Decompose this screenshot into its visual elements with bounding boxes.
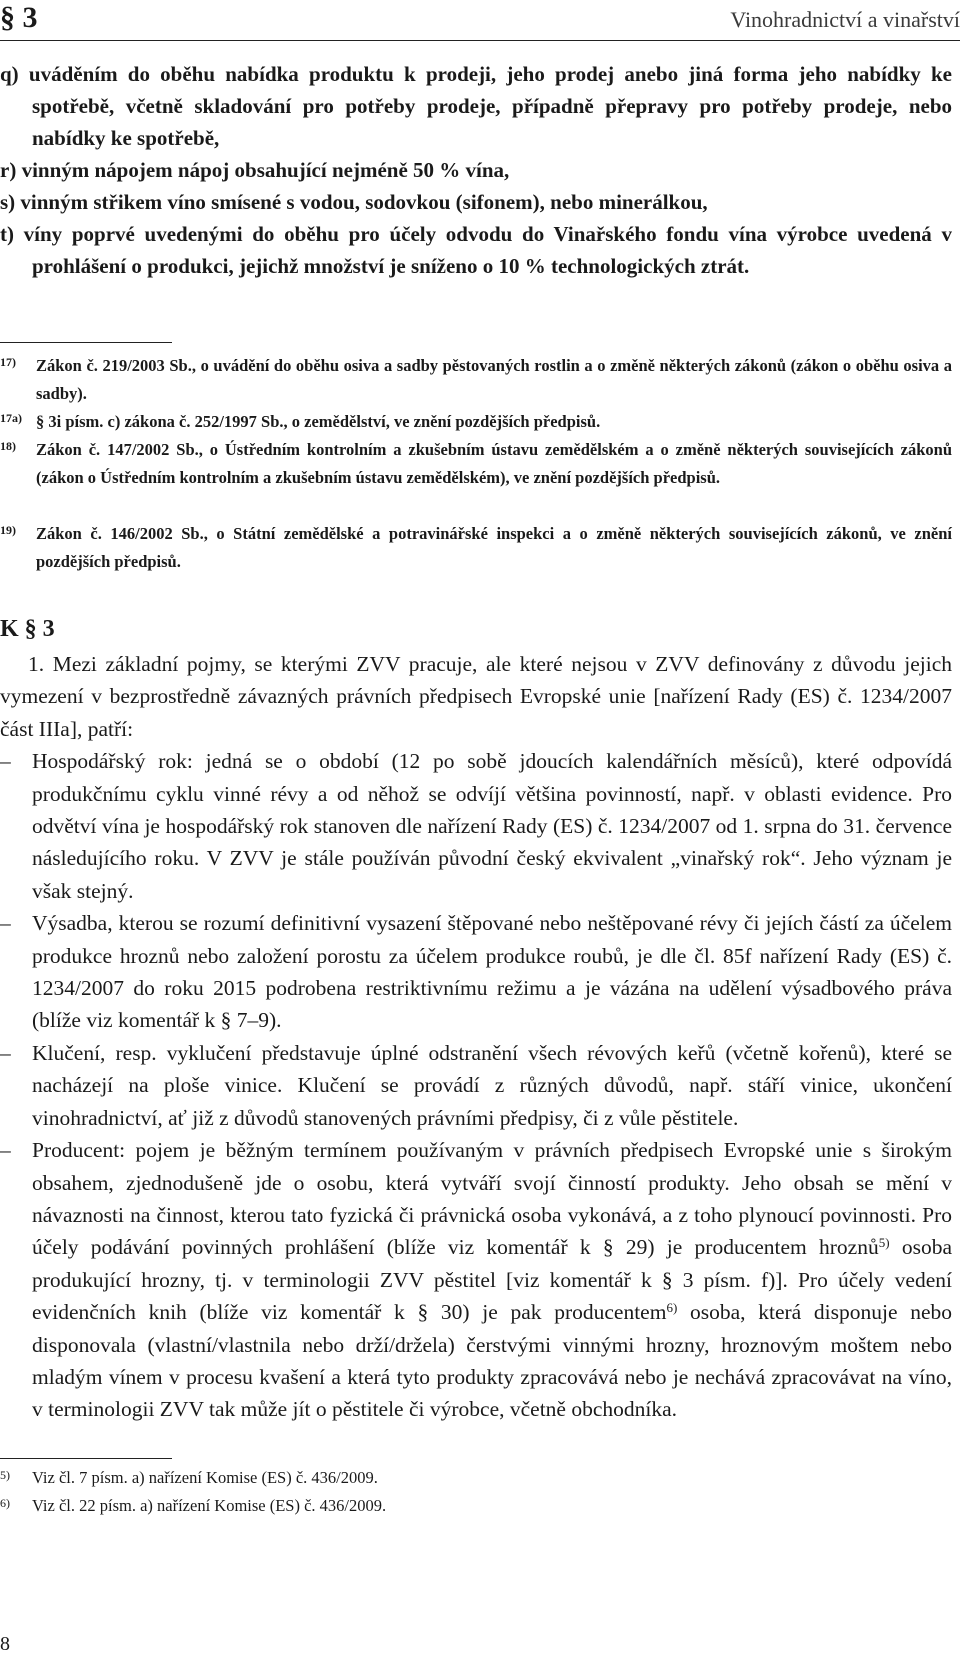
- list-item: [0, 1134, 952, 1426]
- footnote-divider: [0, 1458, 172, 1459]
- definition-text: s) vinným střikem víno smísené s vodou, sodovkou (sifonem), nebo minerálkou,: [0, 190, 708, 214]
- definition-text: t) víny poprvé uvedenými do oběhu pro účely odvodu do Vinařského fondu vína výrobce uvedená v prohlášení o produkci, jejichž množství je sníženo o 10 % technologických ztrát.: [0, 222, 952, 278]
- footnote-19: [0, 520, 952, 576]
- footnote-text: Viz čl. 7 písm. a) nařízení Komise (ES) č. 436/2009.: [32, 1468, 378, 1487]
- footnote-text: Zákon č. 146/2002 Sb., o Státní zemědělské a potravinářské inspekci a o změně některých souvisejících zákonů, ve znění pozdějších předpisů.: [36, 524, 952, 571]
- header-divider: [0, 40, 960, 41]
- list-item-text: osoba produkující hrozny, tj. v terminologii ZVV pěstitel [viz komentář k § 3 písm. f)]. Pro účely vedení evidenčních knih (blíže viz komentář k § 30) je pak producentem: [32, 1235, 952, 1325]
- dash-marker: –: [0, 749, 11, 774]
- footnote-number: 18): [0, 439, 16, 453]
- page-number: 8: [0, 1633, 10, 1655]
- definition-r: [0, 154, 952, 186]
- footnote-18: [0, 436, 952, 492]
- footnote-5: [0, 1466, 952, 1490]
- list-item-text: Hospodářský rok: jedná se o období (12 po sobě jdoucích kalendářních měsíců), které odpovídá produkčnímu cyklu vinné révy a od něhož se odvíjí většina povinností, např. v oblasti evidence. Pro odvětví vína je hospodářský rok stanoven dle nařízení Rady (ES) č. 1234/2007 od 1. srpna do 31. července následujícího roku. V ZVV je stále používán původní český ekvivalent „vinařský rok“. Jeho význam je však stejný.: [32, 749, 952, 903]
- footnote-number: 6): [0, 1496, 10, 1510]
- list-item-text: Klučení, resp. vyklučení představuje úplné odstranění všech révových keřů (včetně kořenů), které se nacházejí na ploše vinice. Klučení se provádí z různých důvodů, např. stáří vinice, ukončení vinohradnictví, ať již z důvodů stanovených právními předpisy, či z vůle pěstitele.: [32, 1040, 952, 1130]
- footnote-text: Zákon č. 147/2002 Sb., o Ústředním kontrolním a zkušebním ústavu zemědělském a o změně některých souvisejících zákonů (zákon o Ústředním kontrolním a zkušebním ústavu zemědělském), ve znění pozdějších předpisů.: [36, 440, 952, 487]
- dash-marker: –: [0, 1138, 11, 1163]
- footnote-number: 17a): [0, 411, 22, 425]
- list-item-text: osoba, která disponuje nebo disponovala (vlastní/vlastnila nebo drží/držela) čerstvými vinnými hrozny, hroznovým moštem nebo mladým vínem v procesu kvašení a která tyto produkty zpracovává nebo je nechává zpracovávat na víno, v terminologii ZVV tak může jít o pěstitele či výrobce, včetně obchodníka.: [32, 1300, 952, 1422]
- section-number: § 3: [0, 1, 38, 34]
- footnote-17a: [0, 408, 952, 436]
- list-item-text: Producent: pojem je běžným termínem používaným v právních předpisech Evropské unie s širokým obsahem, zjednodušeně jde o osobu, která vytváří svojí činností produkty. Jeho obsah se mění v návaznosti na činnost, kterou tato fyzická či právnická osoba vykonává, a z toho plynoucí povinnosti. Pro účely podávání povinných prohlášení (blíže viz komentář k § 29) je producentem hroznů: [32, 1138, 952, 1260]
- definition-text: r) vinným nápojem nápoj obsahující nejméně 50 % vína,: [0, 158, 510, 182]
- footnote-text: § 3i písm. c) zákona č. 252/1997 Sb., o zemědělství, ve znění pozdějších předpisů.: [36, 412, 601, 431]
- list-item: [0, 1037, 952, 1134]
- list-item: [0, 745, 952, 907]
- footnote-number: 5): [0, 1468, 10, 1482]
- footnote-6: [0, 1494, 952, 1518]
- commentary-heading: K § 3: [0, 616, 55, 642]
- definition-q: [0, 58, 952, 154]
- footnote-text: Zákon č. 219/2003 Sb., o uvádění do oběhu osiva a sadby pěstovaných rostlin a o změně některých zákonů (zákon o oběhu osiva a sadby).: [36, 356, 952, 403]
- footnote-ref: 5): [878, 1235, 890, 1251]
- definition-text: q) uváděním do oběhu nabídka produktu k prodeji, jeho prodej anebo jiná forma jeho nabídky ke spotřebě, včetně skladování pro potřeby prodeje, případně přepravy pro potřeby prodeje, nebo nabídky ke spotřebě,: [0, 62, 952, 150]
- list-item-text: Výsadba, kterou se rozumí definitivní vysazení štěpované nebo neštěpované révy či jejích částí za účelem produkce hroznů nebo založení porostu za účelem produkce roubů, je dle čl. 85f nařízení Rady (ES) č. 1234/2007 do roku 2015 podrobena restriktivnímu režimu a je vázána na udělení výsadbového práva (blíže viz komentář k § 7–9).: [32, 911, 952, 1033]
- footnote-number: 17): [0, 355, 16, 369]
- dash-marker: –: [0, 911, 11, 936]
- footnote-17: [0, 352, 952, 408]
- footnote-number: 19): [0, 523, 16, 537]
- list-item: [0, 907, 952, 1037]
- footnote-divider: [0, 342, 172, 343]
- footnote-ref: 6): [666, 1300, 678, 1316]
- commentary-intro: 1. Mezi základní pojmy, se kterými ZVV pracuje, ale které nejsou v ZVV definovány z důvodu jejich vymezení v bezprostředně závazných právních předpisech Evropské unie [nařízení Rady (ES) č. 1234/2007 část IIIa], patří:: [0, 652, 952, 741]
- definition-s: [0, 186, 952, 218]
- running-title: Vinohradnictví a vinařství: [730, 7, 960, 32]
- definition-t: [0, 218, 952, 282]
- footnote-text: Viz čl. 22 písm. a) nařízení Komise (ES) č. 436/2009.: [32, 1496, 387, 1515]
- commentary-body: [0, 648, 952, 1426]
- dash-marker: –: [0, 1040, 11, 1065]
